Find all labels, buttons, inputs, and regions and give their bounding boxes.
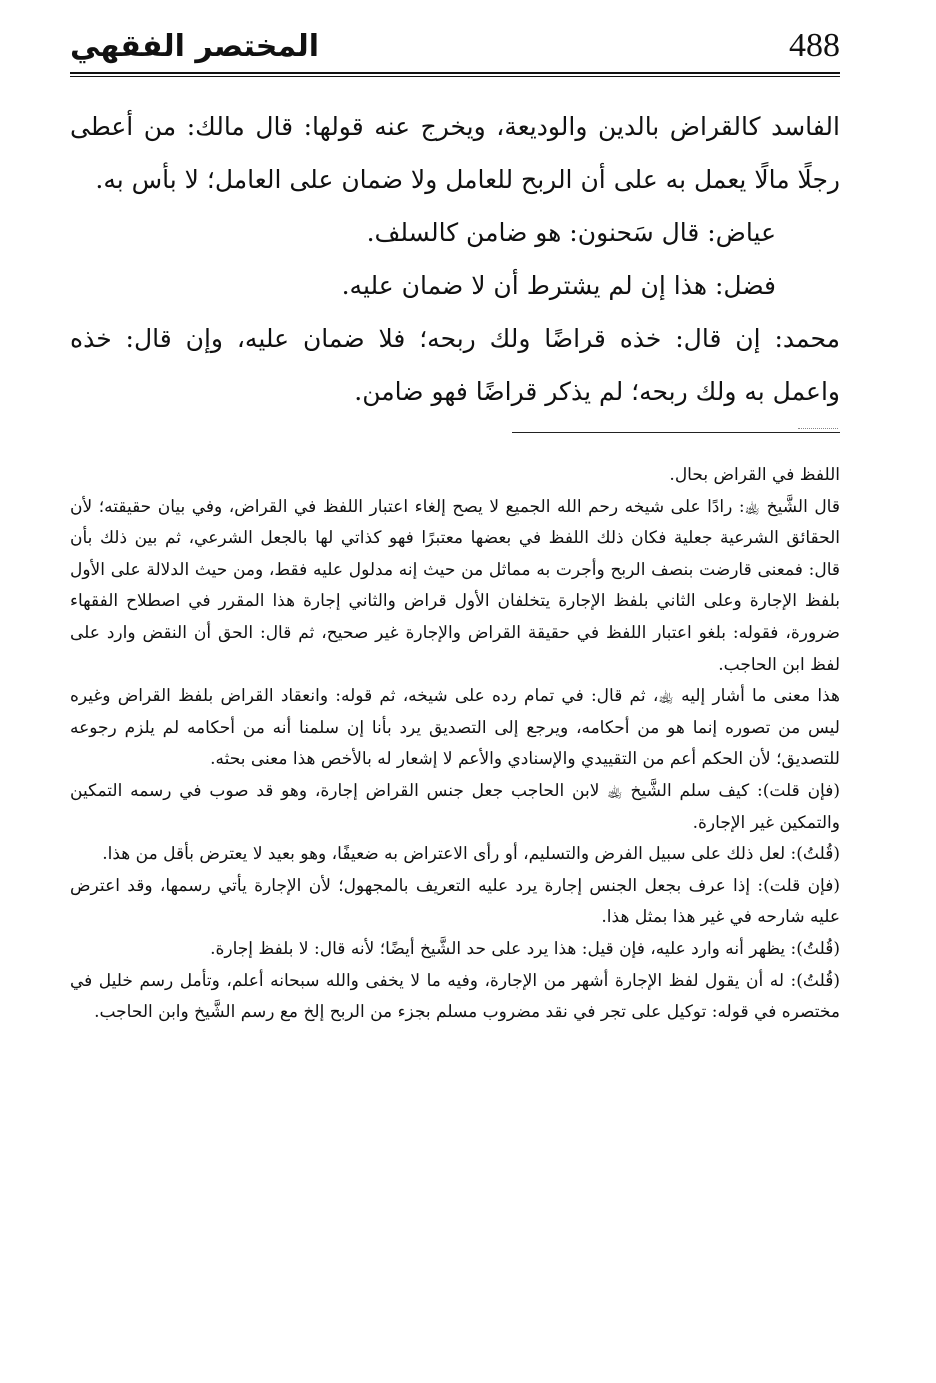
page-number: 488 xyxy=(789,27,840,64)
footnote-paragraph: اللفظ في القراض بحال. xyxy=(669,465,840,485)
footnote-paragraph: (قُلتُ): له أن يقول لفظ الإجارة أشهر من الإجارة، وفيه ما لا يخفى والله سبحانه أعلم، وتأمل رسم خليل في مختصره في قوله: توكيل على تجر في نقد مضروب مسلم بجزء من الربح إلخ مع رسم الشَّيخ وابن الحاجب. xyxy=(70,970,840,1023)
running-title: المختصر الفقهي xyxy=(70,29,320,64)
footnote-paragraph: (فإن قلت): إذا عرف بجعل الجنس إجارة يرد عليه التعريف بالمجهول؛ لأن الإجارة يأتي رسمها، وقد اعترض عليه شارحه في غير هذا بمثل هذا. xyxy=(70,875,840,928)
main-paragraph: الفاسد كالقراض بالدين والوديعة، ويخرج عنه قولها: قال مالك: من أعطى رجلًا مالًا يعمل به على أن الربح للعامل ولا ضمان على العامل؛ لا بأس به. xyxy=(70,112,840,194)
footnote-paragraph: قال الشَّيخ ﵀: رادًا على شيخه رحم الله الجميع لا يصح إلغاء اعتبار اللفظ في القراض، وفي بيان حقيقته؛ لأن الحقائق الشرعية جعلية فكان ذلك اللفظ في بعضها معتبرًا فهو كذاتي لها بالجعل الشرعي، ثم بين ذلك بأن قال: فمعنى قارضت بنصف الربح وأجرت به مماثل من حيث إنه مدلول عليه فقط، ومن حيث الدلالة على الأول بلفظ الإجارة وعلى الثاني بلفظ الإجارة يتخلفان الأول قراض والثاني إجارة هذا المقرر في اصطلاح الفقهاء ضرورة، فقوله: بلغو اعتبار اللفظ في حقيقة القراض والإجارة غير صحيح، ثم قال: الحق أن النقض وارد على لفظ ابن الحاجب. xyxy=(70,496,840,675)
footnotes xyxy=(70,460,840,1029)
main-paragraph: عياض: قال سَحنون: هو ضامن كالسلف. xyxy=(366,218,776,247)
footnote-divider xyxy=(512,432,840,433)
footnote-paragraph: هذا معنى ما أشار إليه ﵀، ثم قال: في تمام رده على شيخه، ثم قوله: وانعقاد القراض بلفظ القراض وغيره ليس من تصوره إنما هو من أحكامه، ويرجع إلى التصديق يرد بأنا إن سلمنا أنه من أحكامه لم يلزم رجوعه للتصديق؛ لأن الحكم أعم من التقييدي والإسنادي والأعم لا إشعار له بالأخص هذا معنى بحثه. xyxy=(70,686,840,770)
footnote-paragraph: (قُلتُ): لعل ذلك على سبيل الفرض والتسليم، أو رأى الاعتراض به ضعيفًا، وهو بعيد لا يعترض بأقل من هذا. xyxy=(102,844,840,865)
page-header xyxy=(70,26,840,78)
footnote-paragraph: (قُلتُ): يظهر أنه وارد عليه، فإن قيل: هذا يرد على حد الشَّيخ أيضًا؛ لأنه قال: لا بلفظ إجارة. xyxy=(210,938,840,959)
footnote-paragraph: (فإن قلت): كيف سلم الشَّيخ ﵀ لابن الحاجب جعل جنس القراض إجارة، وهو قد صوب في رسمه التمكين والتمكين غير الإجارة. xyxy=(70,780,840,833)
main-paragraph: فضل: هذا إن لم يشترط أن لا ضمان عليه. xyxy=(341,271,776,300)
footnote-divider-dots xyxy=(798,428,838,429)
header-rule xyxy=(70,72,840,77)
main-text xyxy=(70,100,840,418)
main-paragraph: محمد: إن قال: خذه قراضًا ولك ربحه؛ فلا ضمان عليه، وإن قال: خذه واعمل به ولك ربحه؛ لم يذكر قراضًا فهو ضامن. xyxy=(70,324,840,406)
